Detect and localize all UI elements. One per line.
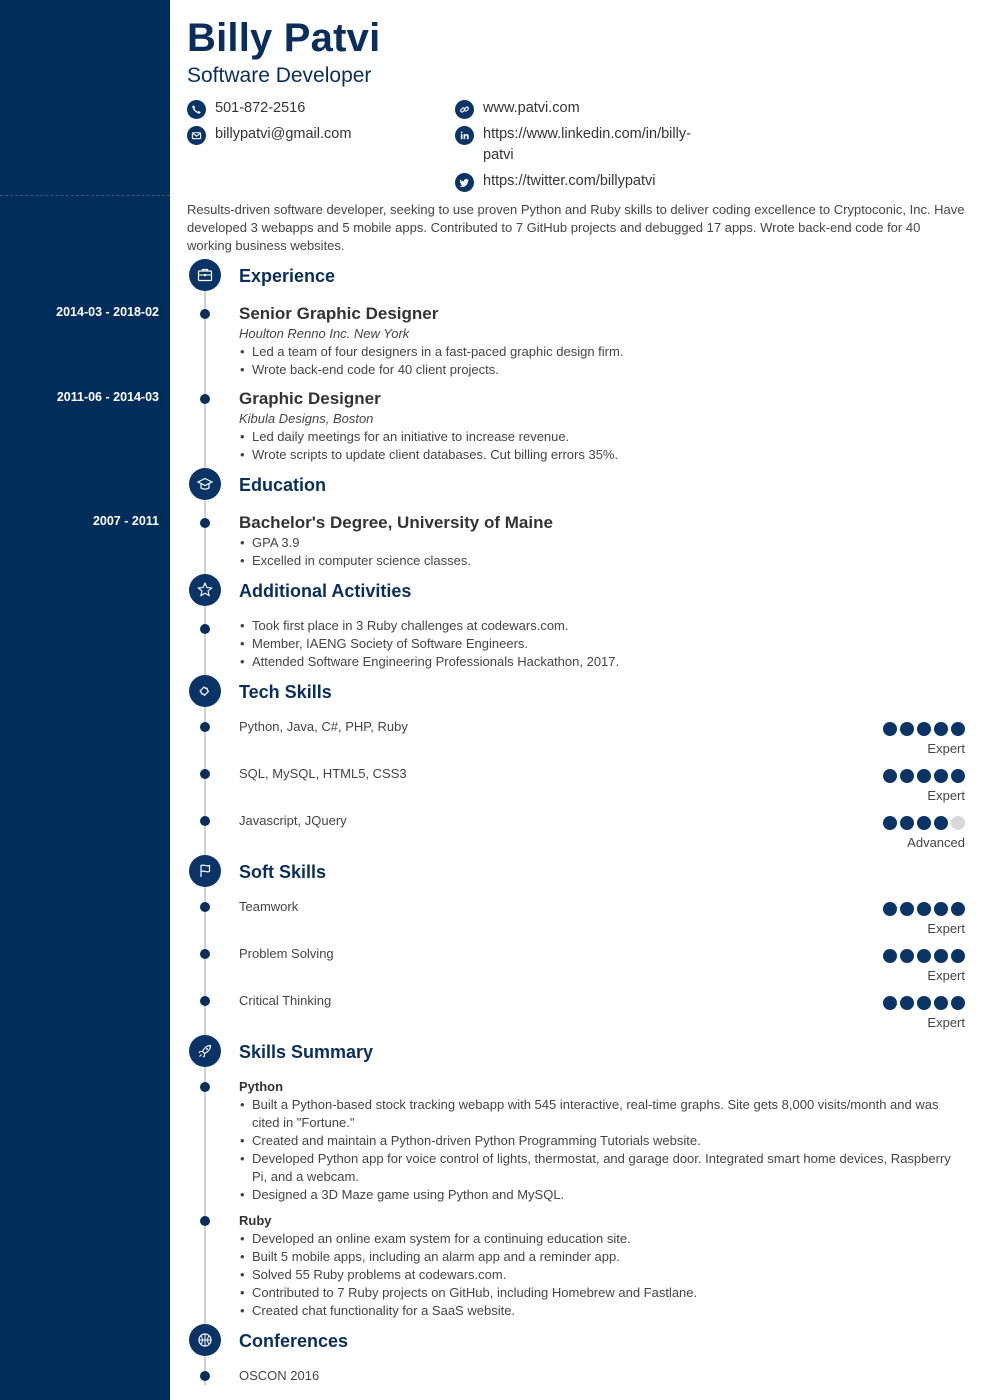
timeline-dot — [200, 996, 210, 1006]
job-company: Houlton Renno Inc. New York — [239, 326, 410, 341]
bullet: • Designed a 3D Maze game using Python and MySQL. — [239, 1186, 967, 1204]
skill-rating — [845, 949, 965, 983]
rating-dot-filled — [951, 722, 965, 736]
timeline-dot — [200, 394, 210, 404]
bullet: • Wrote back-end code for 40 client projects. — [239, 361, 967, 379]
linkedin-link[interactable] — [483, 124, 691, 166]
timeline-dot — [200, 769, 210, 779]
bullet: • Built 5 mobile apps, including an alarm app and a reminder app. — [239, 1248, 967, 1266]
bullet: • Created and maintain a Python-driven Python Programming Tutorials website. — [239, 1132, 967, 1150]
timeline-dot — [200, 949, 210, 959]
section-title-soft-skills: Soft Skills — [239, 862, 327, 882]
twitter-icon — [455, 173, 474, 192]
bullet: • Developed an online exam system for a continuing education site. — [239, 1230, 967, 1248]
rating-dot-filled — [951, 902, 965, 916]
rating-dot-filled — [900, 949, 914, 963]
timeline-dot — [200, 309, 210, 319]
section-title-tech-skills: Tech Skills — [239, 682, 332, 702]
phone-icon — [187, 100, 206, 119]
section-title-experience: Experience — [239, 266, 336, 286]
bullet: • Solved 55 Ruby problems at codewars.com. — [239, 1266, 967, 1284]
skill-group-title: Ruby — [239, 1213, 272, 1228]
section-title-skills-summary: Skills Summary — [239, 1042, 374, 1062]
briefcase-icon — [189, 259, 221, 291]
rating-label: Expert — [927, 921, 965, 936]
skill-rating — [845, 769, 965, 803]
rating-dot-filled — [883, 949, 897, 963]
bullet: • Took first place in 3 Ruby challenges at codewars.com. — [239, 617, 967, 635]
bullet: • Attended Software Engineering Professionals Hackathon, 2017. — [239, 653, 967, 671]
rating-dot-filled — [951, 769, 965, 783]
education-dates: 2007 - 2011 — [92, 514, 159, 528]
rating-dot-filled — [883, 816, 897, 830]
timeline-dot — [200, 816, 210, 826]
skill-group-bullets — [239, 1230, 967, 1320]
phone-text[interactable]: 501-872-2516 — [215, 100, 306, 116]
bullet: • Led a team of four designers in a fast-paced graphic design firm. — [239, 343, 967, 361]
timeline-dot — [200, 1082, 210, 1092]
linkedin-line-1: https://www.linkedin.com/in/billy- — [483, 126, 691, 142]
email-icon — [187, 126, 206, 145]
rating-label: Expert — [927, 788, 965, 803]
degree-title: Bachelor's Degree, University of Maine — [239, 513, 553, 532]
rocket-icon — [189, 1035, 221, 1067]
job-bullets — [239, 428, 967, 464]
contact-website — [455, 98, 580, 119]
rating-dot-filled — [917, 816, 931, 830]
job-dates: 2014-03 - 2018-02 — [56, 305, 159, 319]
rating-dot-filled — [917, 722, 931, 736]
rating-dot-filled — [951, 996, 965, 1010]
profile-summary: Results-driven software developer, seeking to use proven Python and Ruby skills to deliver coding excellence to Cryptoconic, Inc. Have developed 3 webapps and 5 mobile apps. Contributed to 7 GitHub projects and debugged 17 apps. Wrote back-end code for 40 working business websites. — [187, 202, 965, 253]
contact-email — [187, 124, 351, 145]
skill-rating — [845, 996, 965, 1030]
section-title-conferences: Conferences — [239, 1331, 349, 1351]
candidate-name: Billy Patvi — [187, 16, 381, 60]
contact-twitter — [455, 171, 655, 192]
rating-label: Expert — [927, 968, 965, 983]
rating-dot-filled — [951, 949, 965, 963]
rating-dot-filled — [934, 949, 948, 963]
rating-dot-filled — [917, 902, 931, 916]
bullet: • Developed Python app for voice control of lights, thermostat, and garage door. Integrated smart home devices, Raspberry Pi, and a webcam. — [239, 1150, 967, 1186]
rating-dot-filled — [900, 902, 914, 916]
bullet: • Created chat functionality for a SaaS website. — [239, 1302, 967, 1320]
rating-dot-filled — [900, 996, 914, 1010]
rating-dot-filled — [934, 902, 948, 916]
rating-dot-filled — [900, 769, 914, 783]
rating-dot-filled — [917, 949, 931, 963]
rating-dot-filled — [883, 996, 897, 1010]
twitter-link[interactable]: https://twitter.com/billypatvi — [483, 173, 656, 189]
timeline-dot — [200, 902, 210, 912]
timeline-dot — [200, 518, 210, 528]
rating-dot-filled — [917, 996, 931, 1010]
rating-dot-filled — [934, 722, 948, 736]
flag-icon — [189, 855, 221, 887]
bullet: • Contributed to 7 Ruby projects on GitHub, including Homebrew and Fastlane. — [239, 1284, 967, 1302]
education-bullets — [239, 534, 967, 570]
bullet: • Wrote scripts to update client databases. Cut billing errors 35%. — [239, 446, 967, 464]
skill-name: Teamwork — [239, 899, 299, 914]
bullet: • Excelled in computer science classes. — [239, 552, 967, 570]
timeline-dot — [200, 624, 210, 634]
activity-bullets — [239, 617, 967, 671]
skill-name: Critical Thinking — [239, 993, 332, 1008]
bullet: • Member, IAENG Society of Software Engineers. — [239, 635, 967, 653]
job-bullets — [239, 343, 967, 379]
rating-dot-filled — [934, 769, 948, 783]
job-title: Graphic Designer — [239, 389, 381, 408]
bullet: • GPA 3.9 — [239, 534, 967, 552]
skill-group-title: Python — [239, 1079, 284, 1094]
timeline-dot — [200, 722, 210, 732]
skill-rating — [845, 902, 965, 936]
section-title-education: Education — [239, 475, 327, 495]
rating-dot-filled — [883, 902, 897, 916]
timeline-dot — [200, 1216, 210, 1226]
rating-label: Expert — [927, 741, 965, 756]
section-title-activities: Additional Activities — [239, 581, 412, 601]
job-company: Kibula Designs, Boston — [239, 411, 374, 426]
contact-linkedin — [455, 124, 691, 166]
bullet: • Led daily meetings for an initiative to increase revenue. — [239, 428, 967, 446]
job-title: Senior Graphic Designer — [239, 304, 439, 323]
skill-name: SQL, MySQL, HTML5, CSS3 — [239, 766, 407, 781]
contact-phone — [187, 98, 305, 119]
graduation-cap-icon — [189, 468, 221, 500]
star-icon — [189, 574, 221, 606]
puzzle-icon — [189, 675, 221, 707]
rating-dot-filled — [917, 769, 931, 783]
skill-rating — [845, 722, 965, 756]
email-text[interactable]: billypatvi@gmail.com — [215, 126, 352, 142]
website-link[interactable]: www.patvi.com — [483, 100, 580, 116]
sidebar-divider — [0, 195, 170, 196]
skill-name: Python, Java, C#, PHP, Ruby — [239, 719, 408, 734]
rating-dot-filled — [883, 722, 897, 736]
skill-name: Javascript, JQuery — [239, 813, 347, 828]
skill-rating — [845, 816, 965, 850]
candidate-title: Software Developer — [187, 64, 372, 87]
rating-label: Advanced — [907, 835, 965, 850]
rating-label: Expert — [927, 1015, 965, 1030]
rating-dot-filled — [883, 769, 897, 783]
rating-dot-empty — [951, 816, 965, 830]
rating-dot-filled — [934, 816, 948, 830]
sidebar — [0, 0, 170, 1400]
bullet: • Built a Python-based stock tracking webapp with 545 interactive, real-time graphs. Site gets 8,000 visits/month and was cited in "Fortune." — [239, 1096, 967, 1132]
conference-item: OSCON 2016 — [239, 1368, 320, 1383]
linkedin-line-2: patvi — [483, 147, 514, 163]
rating-dot-filled — [900, 722, 914, 736]
job-dates: 2011-06 - 2014-03 — [56, 390, 159, 404]
link-icon — [455, 100, 474, 119]
skill-group-bullets — [239, 1096, 967, 1204]
basketball-icon — [189, 1324, 221, 1356]
rating-dot-filled — [934, 996, 948, 1010]
skill-name: Problem Solving — [239, 946, 334, 961]
linkedin-icon — [455, 126, 474, 145]
timeline-dot — [200, 1371, 210, 1381]
rating-dot-filled — [900, 816, 914, 830]
